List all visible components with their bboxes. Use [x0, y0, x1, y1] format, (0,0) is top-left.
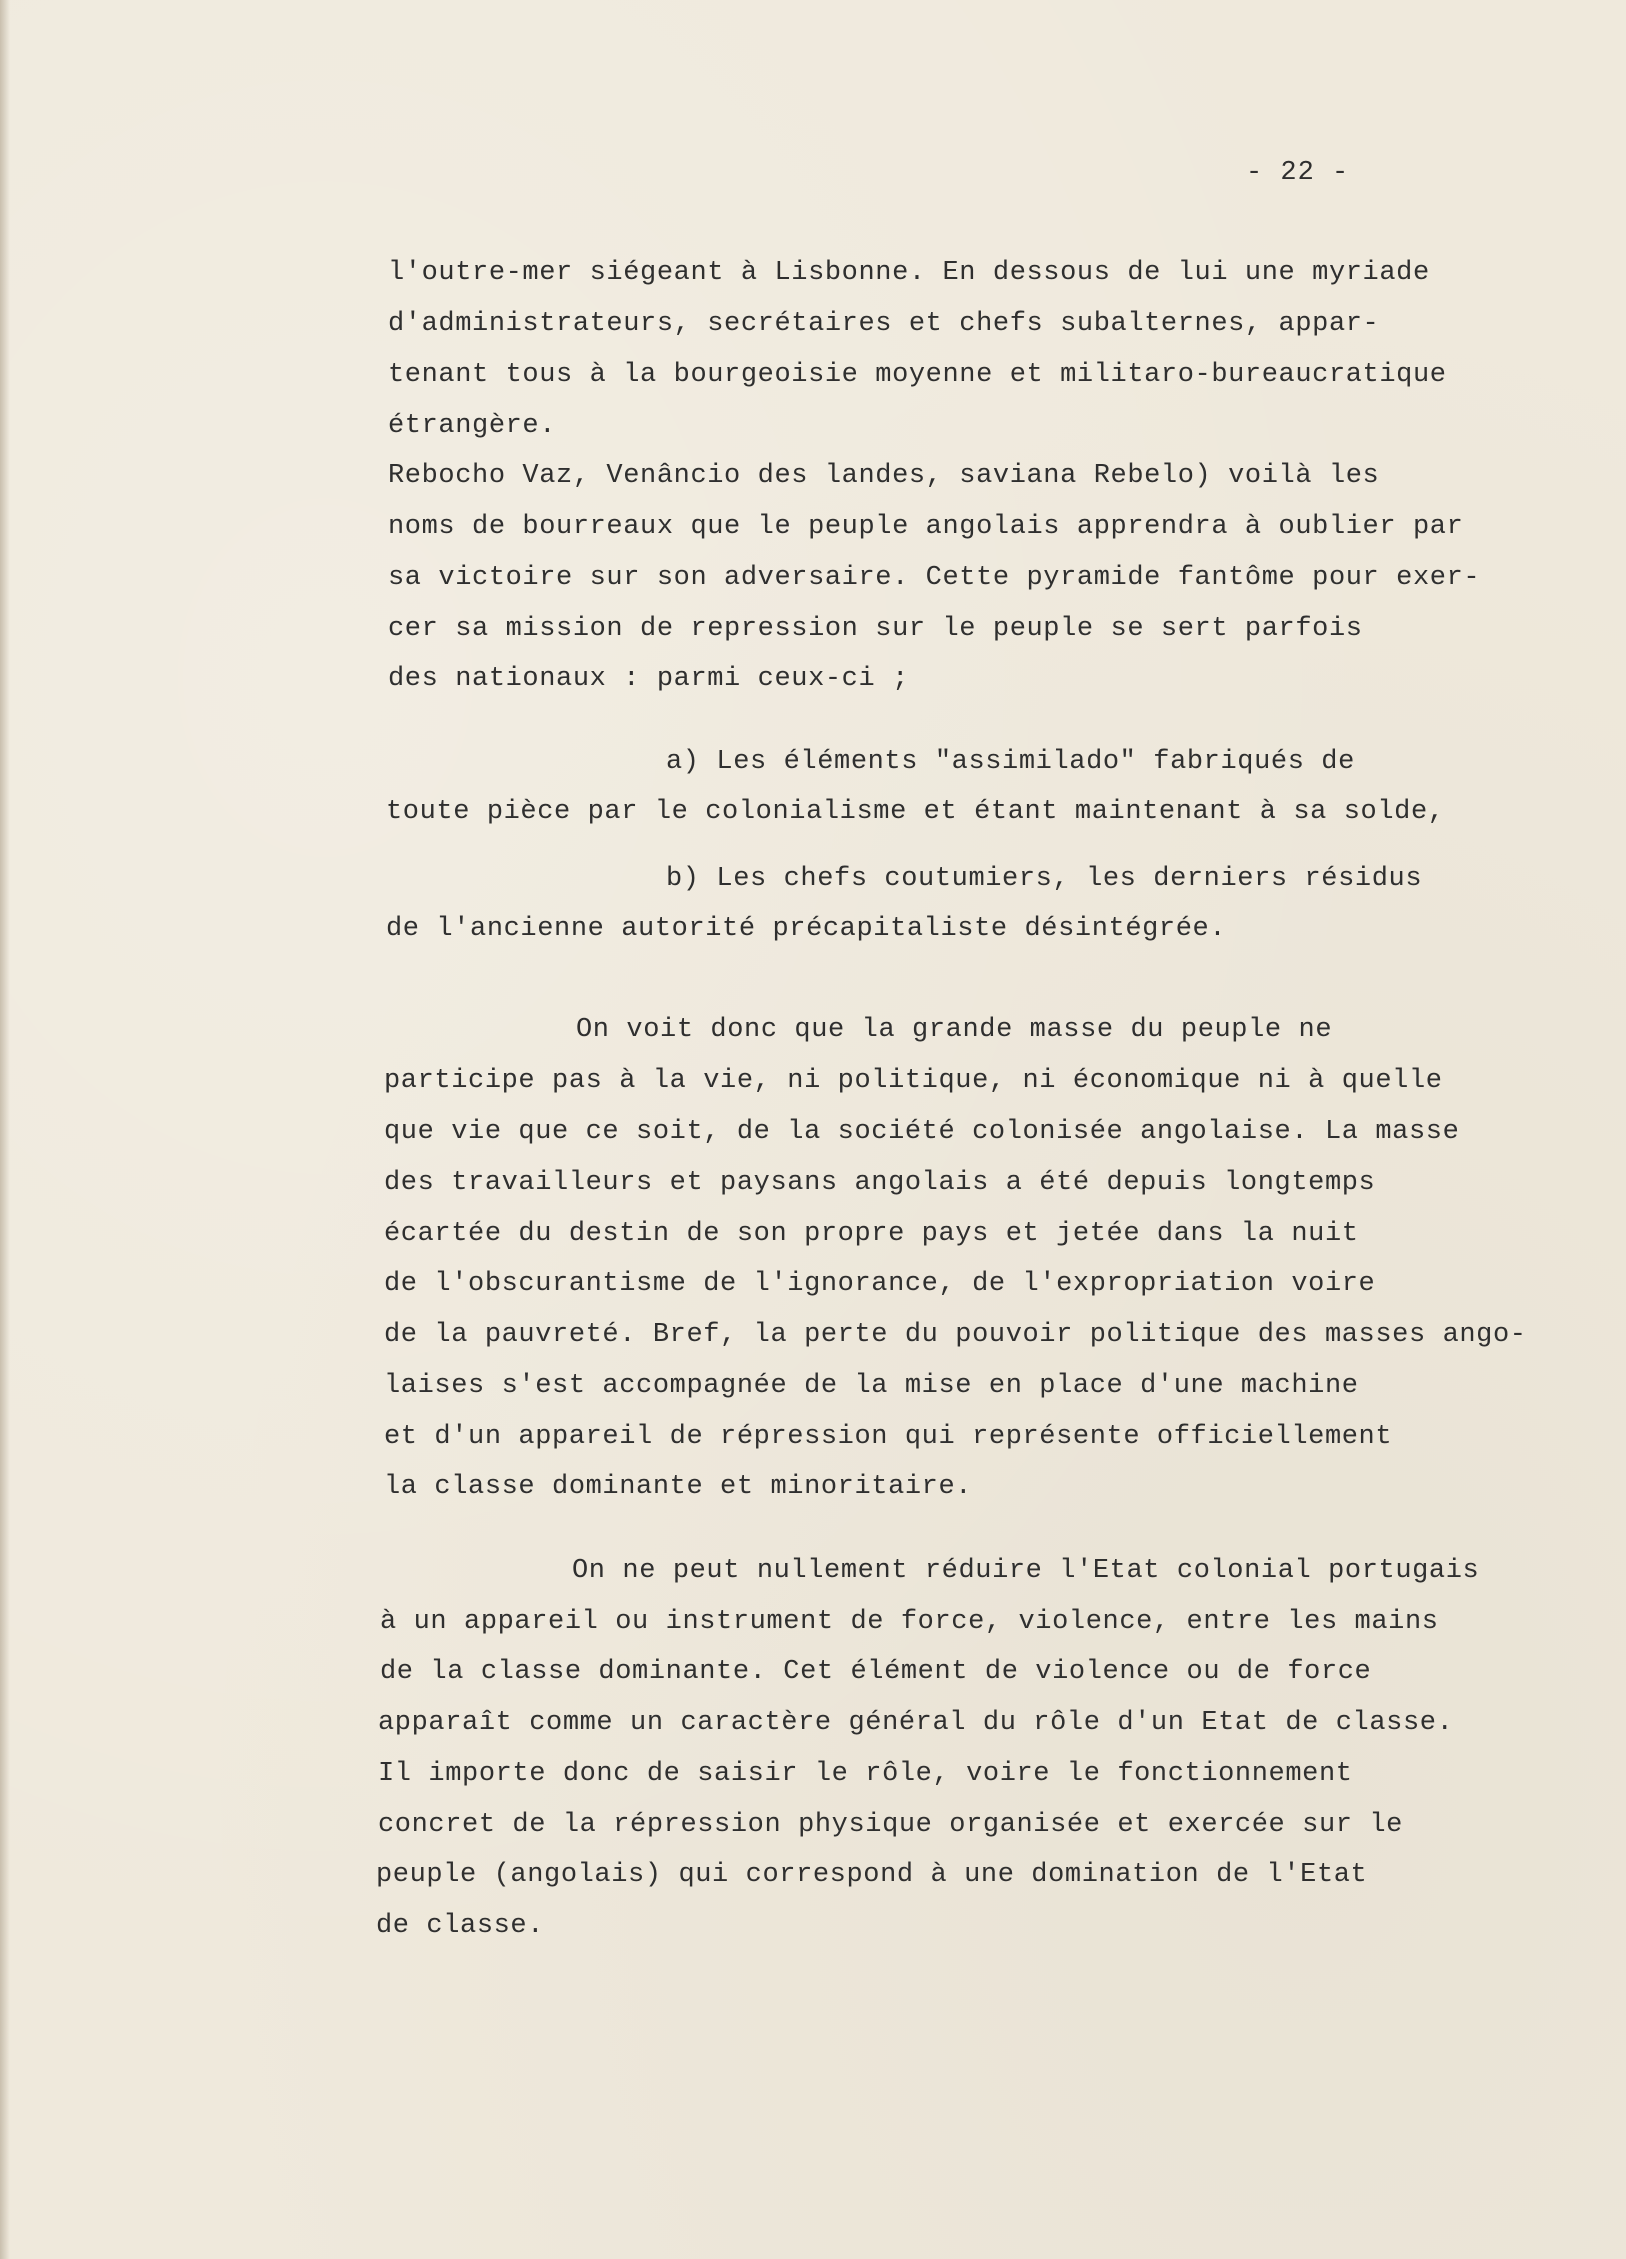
text-line: de classe.	[376, 1911, 545, 1941]
text-line: écartée du destin de son propre pays et jetée dans la nuit	[384, 1219, 1359, 1249]
text-line: de la classe dominante. Cet élément de violence ou de force	[380, 1657, 1372, 1687]
text-line: de l'obscurantisme de l'ignorance, de l'expropriation voire	[384, 1269, 1376, 1299]
page-edge-shadow	[0, 0, 10, 2259]
text-line: noms de bourreaux que le peuple angolais apprendra à oublier par	[388, 512, 1464, 542]
text-line: des travailleurs et paysans angolais a été depuis longtemps	[384, 1168, 1376, 1198]
text-line: l'outre-mer siégeant à Lisbonne. En dessous de lui une myriade	[388, 258, 1430, 288]
text-line: la classe dominante et minoritaire.	[384, 1472, 973, 1502]
text-line: que vie que ce soit, de la société colonisée angolaise. La masse	[384, 1117, 1460, 1147]
text-line: peuple (angolais) qui correspond à une domination de l'Etat	[376, 1860, 1368, 1890]
text-line: apparaît comme un caractère général du rôle d'un Etat de classe.	[378, 1708, 1454, 1738]
text-line: Il importe donc de saisir le rôle, voire le fonctionnement	[378, 1759, 1353, 1789]
text-line: à un appareil ou instrument de force, violence, entre les mains	[380, 1607, 1439, 1637]
text-line: participe pas à la vie, ni politique, ni économique ni à quelle	[384, 1066, 1443, 1096]
text-line: de l'ancienne autorité précapitaliste désintégrée.	[386, 914, 1227, 944]
text-line: cer sa mission de repression sur le peuple se sert parfois	[388, 614, 1363, 644]
text-line: On ne peut nullement réduire l'Etat colonial portugais	[572, 1556, 1480, 1586]
text-line: sa victoire sur son adversaire. Cette pyramide fantôme pour exer-	[388, 563, 1481, 593]
text-line: d'administrateurs, secrétaires et chefs subalternes, appar-	[388, 309, 1380, 339]
text-line: des nationaux : parmi ceux-ci ;	[388, 664, 909, 694]
text-line: On voit donc que la grande masse du peuple ne	[576, 1015, 1333, 1045]
page-number: - 22 -	[1246, 158, 1350, 188]
text-line: Rebocho Vaz, Venâncio des landes, saviana Rebelo) voilà les	[388, 461, 1380, 491]
text-line: et d'un appareil de répression qui représente officiellement	[384, 1422, 1393, 1452]
text-line: a) Les éléments "assimilado" fabriqués de	[666, 747, 1355, 777]
text-line: de la pauvreté. Bref, la perte du pouvoir politique des masses ango-	[384, 1320, 1527, 1350]
text-line: b) Les chefs coutumiers, les derniers résidus	[666, 864, 1423, 894]
text-line: toute pièce par le colonialisme et étant maintenant à sa solde,	[386, 797, 1445, 827]
text-line: tenant tous à la bourgeoisie moyenne et militaro-bureaucratique	[388, 360, 1447, 390]
text-line: étrangère.	[388, 411, 557, 441]
text-line: concret de la répression physique organisée et exercée sur le	[378, 1810, 1403, 1840]
text-line: laises s'est accompagnée de la mise en place d'une machine	[384, 1371, 1359, 1401]
